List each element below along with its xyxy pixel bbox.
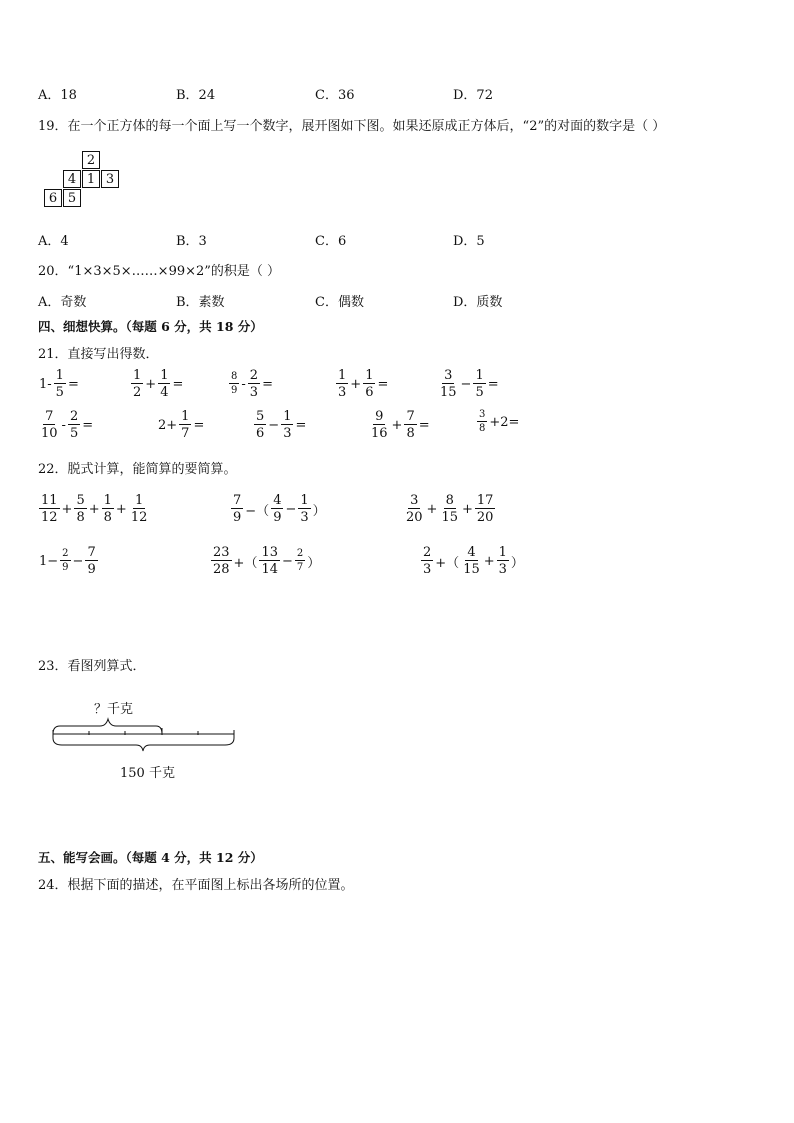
q21-expr: $\frac{1}{3}$ + $\frac{1}{6}$ = [338,368,389,400]
section-5-title: 五、能写会画。（每题 4 分，共 12 分） [38,850,263,865]
q21-expr: 2+ $\frac{1}{7}$ = [158,409,205,441]
q19-option-b[interactable]: B．3 [176,234,207,249]
q19-options [0,230,794,250]
q20-option-a[interactable]: A．奇数 [38,295,87,310]
q22-expr-3: $\frac{3}{20}$ + $\frac{8}{15}$ + $\frac{17}{20}$ [406,493,494,525]
q20-option-d[interactable]: D．质数 [453,295,503,310]
net-cell: 4 [63,170,81,188]
q24-stem: 24．根据下面的描述，在平面图上标出各场所的位置。 [38,878,354,893]
net-cell: 5 [63,189,81,207]
bottom-brace [53,738,234,751]
q20-options [0,291,794,311]
net-cell: 1 [82,170,100,188]
q23-stem: 23．看图列算式． [38,659,146,674]
segment-bar-diagram [48,714,238,754]
q18-option-c[interactable]: C．36 [315,88,355,103]
q22-expr-5: $\frac{23}{28}$ +（ $\frac{13}{14}$ − $\frac{2}{7}$ ） [213,545,321,577]
net-cell: 6 [44,189,62,207]
q22-expr-1: $\frac{11}{12}$ + $\frac{5}{8}$ + $\frac{1}{8}$ + $\frac{1}{12}$ [41,493,148,525]
q21-expr: 1- $\frac{1}{5}$ = [39,368,79,400]
q22-expr-6: $\frac{2}{3}$ +（ $\frac{4}{15}$ + $\frac{1}{3}$ ） [423,545,524,577]
net-cell: 3 [101,170,119,188]
q21-expr: $\frac{3}{15}$ − $\frac{1}{5}$ = [440,368,499,400]
top-brace [53,719,162,734]
q22-expr-2: $\frac{7}{9}$ −（ $\frac{4}{9}$ − $\frac{1}{3}$ ） [233,493,326,525]
q21-expr: $\frac{3}{8}$ +2= [479,409,520,434]
q18-option-d[interactable]: D．72 [453,88,493,103]
q18-options [0,84,794,104]
q21-stem: 21．直接写出得数． [38,347,159,362]
q21-expr: $\frac{7}{10}$ - $\frac{2}{5}$ = [41,409,94,441]
q22-stem: 22．脱式计算，能简算的要简算。 [38,462,237,477]
q18-option-b[interactable]: B．24 [176,88,216,103]
q19-option-d[interactable]: D．5 [453,234,485,249]
q20-option-c[interactable]: C．偶数 [315,295,364,310]
q20-stem: 20．“1×3×5×……×99×2”的积是（ ） [38,264,281,279]
q19-option-a[interactable]: A．4 [38,234,69,249]
section-4-title: 四、细想快算。（每题 6 分，共 18 分） [38,319,263,334]
q21-expr: $\frac{5}{6}$ − $\frac{1}{3}$ = [256,409,307,441]
q19-option-c[interactable]: C．6 [315,234,347,249]
q23-top-label: ？千克 [94,702,134,717]
q23-bottom-label: 150 千克 [120,766,175,781]
q22-expr-4: 1− $\frac{2}{9}$ − $\frac{7}{9}$ [39,545,96,577]
q21-expr: $\frac{1}{2}$ + $\frac{1}{4}$ = [133,368,184,400]
q20-option-b[interactable]: B．素数 [176,295,225,310]
net-cell: 2 [82,151,100,169]
q19-stem: 19．在一个正方体的每一个面上写一个数字，展开图如下图。如果还原成正方体后，“2”的对面的数字是（ ） [38,119,666,134]
q21-expr: $\frac{8}{9}$ - $\frac{2}{3}$ = [231,368,273,400]
q21-expr: $\frac{9}{16}$ + $\frac{7}{8}$ = [371,409,430,441]
q18-option-a[interactable]: A．18 [38,88,77,103]
